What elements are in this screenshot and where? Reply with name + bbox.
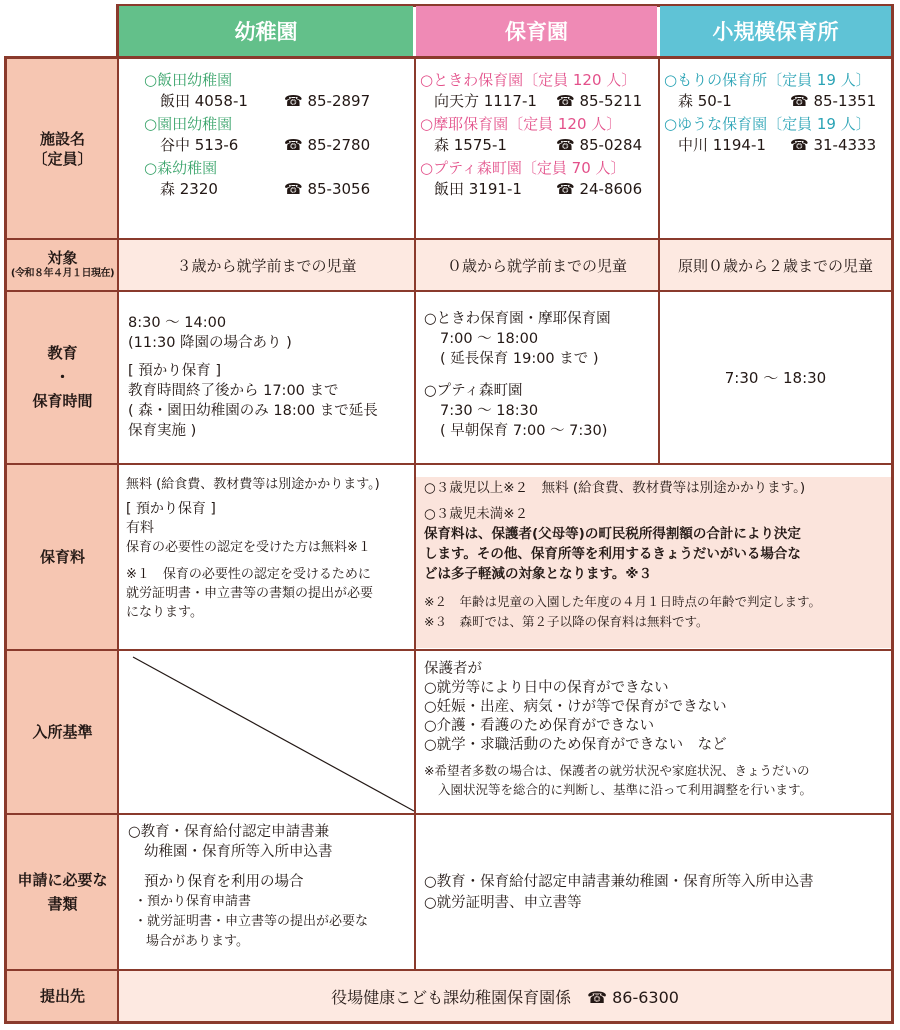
fee-line: します。その他、保育所等を利用するきょうだいがいる場合な (424, 546, 801, 562)
hours-line: [ 預かり保育 ] (128, 363, 222, 379)
facility-address: 森 2320 (160, 180, 218, 198)
hours-kindergarten (128, 313, 413, 441)
documents-line: ・預かり保育申請書 (134, 894, 252, 909)
rowhead-criteria-label: 入所基準 (32, 722, 93, 741)
submit-destination: 役場健康こども課幼稚園保育園係 ☎ 86-6300 (331, 987, 679, 1007)
list-item (144, 114, 404, 158)
documents-kindergarten (128, 822, 412, 952)
facility-name: ○もりの保育所〔定員 19 人〕 (664, 71, 871, 89)
facility-address: 森 1575-1 (434, 136, 507, 154)
fee-line: どは多子軽減の対象となります。※３ (424, 566, 653, 582)
rowhead-documents (7, 814, 118, 970)
header-small-nursery: 小規模保育所 (660, 6, 891, 56)
criteria-line: ○就学・求職活動のため保育ができない など (424, 737, 727, 753)
vline (414, 59, 416, 969)
header-kindergarten: 幼稚園 (119, 6, 413, 56)
hours-small-nursery: 7:30 ～ 18:30 (724, 369, 827, 387)
rowhead-hours (7, 291, 118, 463)
facility-phone: ☎ 85-2780 (284, 136, 371, 154)
fee-line: になります。 (126, 605, 203, 620)
facility-phone: ☎ 24-8606 (556, 180, 643, 198)
nursery-list (420, 70, 656, 202)
criteria-line: 保護者が (424, 661, 482, 677)
hours-line: 8:30 ～ 14:00 (128, 315, 227, 331)
rowhead-facilities-line1: 施設名 (39, 130, 85, 148)
criteria-na-slash (119, 651, 414, 813)
hline (7, 813, 891, 815)
criteria-line: ※希望者多数の場合は、保護者の就労状況や家庭状況、きょうだいの (424, 763, 810, 778)
header-nursery: 保育園 (416, 6, 657, 56)
hours-line: ○ときわ保育園・摩耶保育園 (424, 311, 611, 327)
documents-line: 場合があります。 (146, 934, 249, 949)
hours-line: ○プティ森町園 (424, 383, 523, 399)
fee-line: ○３歳児未満※２ (424, 506, 529, 522)
target-kindergarten: ３歳から就学前までの児童 (176, 256, 357, 275)
fee-line: ※３ 森町では、第２子以降の保育料は無料です。 (424, 614, 709, 629)
hline (7, 463, 891, 465)
fee-line: ※１ 保育の必要性の認定を受けるために (126, 567, 371, 582)
hours-line: ( 早朝保育 7:00 ～ 7:30) (440, 423, 608, 439)
kindergarten-list (144, 70, 404, 202)
criteria-line: ○妊娠・出産、病気・けが等で保育ができない (424, 699, 727, 715)
list-item (664, 70, 890, 114)
list-item (420, 114, 656, 158)
fee-line: 保育料は、保護者(父母等)の町民税所得割額の合計により決定 (424, 526, 801, 542)
rowhead-submit (7, 971, 118, 1021)
fee-line: [ 預かり保育 ] (126, 501, 216, 517)
rowhead-hours-line1: 教育 (47, 344, 78, 362)
documents-line: ○就労証明書、申立書等 (424, 895, 582, 911)
facility-name: ○飯田幼稚園 (144, 71, 233, 89)
rowhead-submit-label: 提出先 (39, 987, 85, 1005)
target-nursery: ０歳から就学前までの児童 (446, 256, 627, 275)
hours-line: 7:30 ～ 18:30 (440, 403, 539, 419)
list-item (144, 158, 404, 202)
facility-name: ○ときわ保育園〔定員 120 人〕 (420, 71, 637, 89)
target-small-nursery: 原則０歳から２歳までの児童 (677, 256, 873, 275)
facility-address: 向天方 1117-1 (434, 92, 537, 110)
documents-nursery (424, 872, 889, 914)
hours-line: (11:30 降園の場合あり ) (128, 335, 292, 351)
facility-address: 中川 1194-1 (678, 136, 766, 154)
facility-address: 森 50-1 (678, 92, 732, 110)
fee-line: ○３歳児以上※２ 無料 (給食費、教材費等は別途かかります。) (424, 480, 806, 496)
hours-line: 7:00 ～ 18:00 (440, 331, 539, 347)
rowhead-target-line1: 対象 (47, 249, 78, 267)
fee-line: 就労証明書・申立書等の書類の提出が必要 (126, 586, 374, 601)
hours-line: 保育実施 ) (128, 423, 197, 439)
list-item (664, 114, 890, 158)
documents-line: 幼稚園・保育所等入所申込書 (144, 844, 333, 860)
fee-line: 保育の必要性の認定を受けた方は無料※１ (126, 540, 371, 555)
hours-nursery (424, 309, 656, 441)
fee-line: ※２ 年齢は児童の入園した年度の４月１日時点の年齢で判定します。 (424, 594, 821, 609)
facility-name: ○園田幼稚園 (144, 115, 233, 133)
facility-phone: ☎ 85-3056 (284, 180, 371, 198)
rowhead-documents-line1: 申請に必要な (17, 871, 108, 889)
facility-address: 飯田 3191-1 (434, 180, 522, 198)
rowhead-fee (7, 464, 118, 649)
list-item (420, 70, 656, 114)
rowhead-criteria (7, 650, 118, 813)
fee-line: 無料 (給食費、教材費等は別途かかります。) (126, 477, 380, 492)
rowhead-fee-label: 保育料 (39, 547, 85, 566)
list-item (144, 70, 404, 114)
documents-line: 預かり保育を利用の場合 (144, 874, 304, 890)
criteria-line: 入園状況等を総合的に判断し、基準に沿って利用調整を行います。 (438, 782, 813, 797)
facility-phone: ☎ 85-5211 (556, 92, 643, 110)
rowhead-facilities-line2: 〔定員〕 (32, 150, 93, 168)
facility-phone: ☎ 85-2897 (284, 92, 371, 110)
rowhead-hours-line3: 保育時間 (32, 392, 93, 410)
criteria-line: ○介護・看護のため保育ができない (424, 718, 655, 734)
hours-line: ( 森・園田幼稚園のみ 18:00 まで延長 (128, 403, 378, 419)
facility-name: ○プティ森町園〔定員 70 人〕 (420, 159, 626, 177)
rowhead-facilities (7, 59, 118, 239)
facility-phone: ☎ 85-1351 (790, 92, 877, 110)
facility-address: 飯田 4058-1 (160, 92, 248, 110)
documents-line: ○教育・保育給付認定申請書兼 (128, 824, 330, 840)
criteria-nursery (424, 660, 889, 799)
facility-phone: ☎ 85-0284 (556, 136, 643, 154)
fee-line: 有料 (126, 520, 154, 536)
rowhead-documents-line2: 書類 (47, 895, 78, 913)
documents-line: ・就労証明書・申立書等の提出が必要な (134, 914, 369, 929)
facility-phone: ☎ 31-4333 (790, 136, 877, 154)
facility-name: ○森幼稚園 (144, 159, 218, 177)
hours-line: 教育時間終了後から 17:00 まで (128, 383, 339, 399)
facility-name: ○ゆうな保育園〔定員 19 人〕 (664, 115, 871, 133)
fee-nursery (424, 478, 886, 632)
rowhead-target (7, 240, 118, 290)
documents-line: ○教育・保育給付認定申請書兼幼稚園・保育所等入所申込書 (424, 874, 814, 890)
facility-address: 谷中 513-6 (160, 136, 239, 154)
rowhead-target-line2: (令和８年４月１日現在) (10, 268, 115, 279)
header-corner (0, 0, 118, 58)
rowhead-hours-line2: ・ (54, 368, 70, 386)
fee-kindergarten (126, 475, 412, 622)
criteria-line: ○就労等により日中の保育ができない (424, 680, 669, 696)
list-item (420, 158, 656, 202)
hours-line: ( 延長保育 19:00 まで ) (440, 351, 599, 367)
small-nursery-list (664, 70, 890, 158)
facility-name: ○摩耶保育園〔定員 120 人〕 (420, 115, 622, 133)
